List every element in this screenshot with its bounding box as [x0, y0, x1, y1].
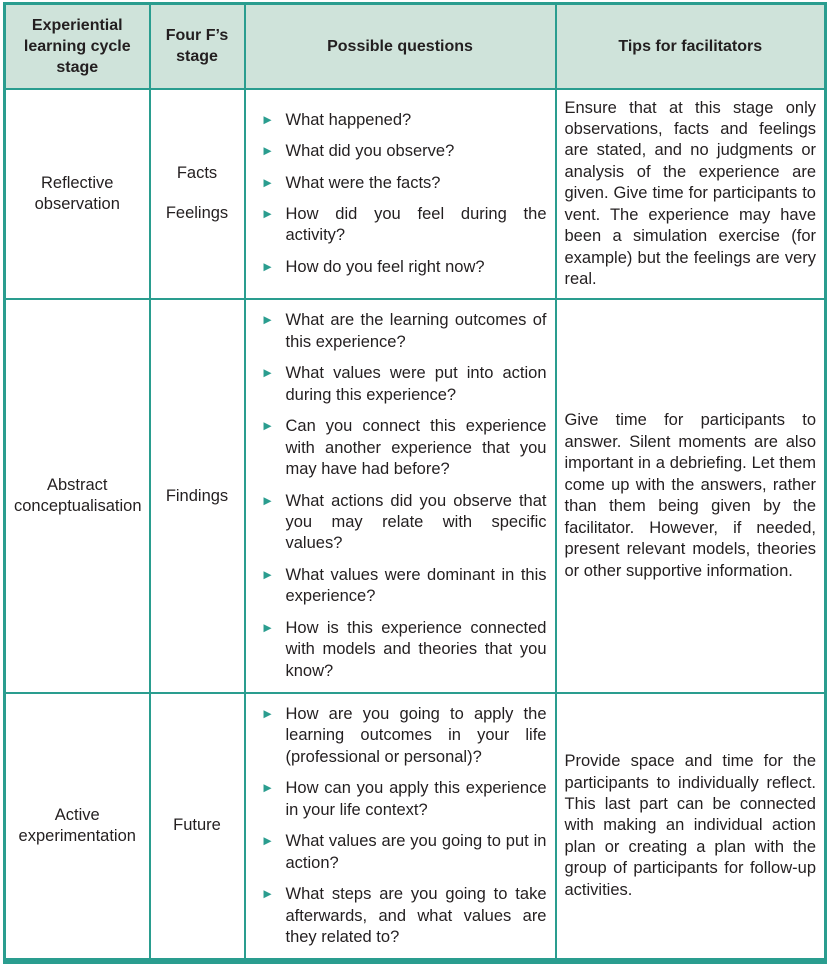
triangle-bullet-icon: ▶: [263, 494, 272, 507]
table-row-abstract-conceptualisation: [5, 299, 826, 693]
four-f-label: Findings: [165, 486, 229, 505]
triangle-bullet-icon: ▶: [263, 888, 272, 901]
question-text: What values were dominant in this experience?: [285, 565, 547, 606]
column-header-four-fs-stage: Four F’s stage: [150, 4, 245, 89]
four-f-cell: [150, 693, 245, 961]
tips-cell: Provide space and time for the participants to individually reflect. This last part can be connected with making an individual action plan or creating a plan with the group of participants for follow-up activities.: [556, 693, 826, 961]
question-text: What were the facts?: [285, 173, 441, 192]
tips-cell: Give time for participants to answer. Silent moments are also important in a debriefing. Let them come up with the answers, rather than them being given by the facilitator. However, if needed, present relevant models, theories or other supportive information.: [556, 299, 826, 693]
question-text: What values are you going to put in action?: [285, 832, 547, 872]
question-item: [264, 618, 547, 682]
four-f-cell: [150, 299, 245, 693]
questions-list: [264, 310, 547, 682]
question-text: What are the learning outcomes of this experience?: [285, 311, 547, 351]
question-text: How can you apply this experience in your life context?: [285, 779, 547, 819]
question-text: What happened?: [285, 110, 412, 129]
four-f-cell: [150, 89, 245, 300]
question-text: What actions did you observe that you may relate with specific values?: [285, 491, 547, 553]
question-item: [264, 110, 547, 131]
questions-list: [264, 110, 547, 279]
question-item: [264, 310, 547, 353]
question-item: [264, 363, 547, 406]
question-text: How do you feel right now?: [285, 257, 485, 276]
four-f-label: Future: [173, 816, 221, 835]
question-item: [264, 778, 547, 821]
questions-cell: [245, 89, 556, 300]
triangle-bullet-icon: ▶: [263, 420, 272, 433]
question-item: [264, 204, 547, 247]
tips-cell: Ensure that at this stage only observations, facts and feelings are stated, and no judgments or analysis of the experience are given. Give time for participants to vent. The experience may have been a simulation exercise (for example) but the feelings are very real.: [556, 89, 826, 300]
triangle-bullet-icon: ▶: [263, 782, 272, 795]
question-item: [264, 831, 547, 874]
table-row-active-experimentation: [5, 693, 826, 961]
question-item: [264, 565, 547, 608]
four-f-label: Feelings: [165, 204, 229, 223]
question-text: How is this experience connected with models and theories that you know?: [285, 618, 547, 680]
column-header-experiential-stage: Experiential learning cycle stage: [5, 4, 150, 89]
question-text: Can you connect this experience with another experience that you may have had before?: [285, 417, 547, 479]
triangle-bullet-icon: ▶: [263, 367, 272, 380]
question-item: [264, 141, 547, 162]
triangle-bullet-icon: ▶: [263, 708, 272, 720]
debriefing-table-page: [0, 2, 827, 946]
column-header-tips-for-facilitators: Tips for facilitators: [556, 4, 826, 89]
triangle-bullet-icon: ▶: [263, 621, 272, 634]
triangle-bullet-icon: ▶: [263, 113, 272, 126]
question-item: [264, 173, 547, 194]
four-f-label: Facts: [176, 164, 218, 183]
question-item: [264, 884, 547, 948]
question-text: What steps are you going to take afterwards, and what values are they related to?: [285, 885, 547, 946]
stage-cell: Reflective observation: [5, 89, 150, 300]
column-header-possible-questions: Possible questions: [245, 4, 556, 89]
debriefing-table: [3, 2, 827, 964]
header-row: [5, 4, 826, 89]
questions-cell: [245, 299, 556, 693]
question-item: [264, 257, 547, 278]
question-text: How did you feel during the activity?: [285, 204, 547, 245]
stage-cell: Abstract conceptualisation: [5, 299, 150, 693]
triangle-bullet-icon: ▶: [263, 568, 272, 581]
triangle-bullet-icon: ▶: [263, 176, 272, 189]
triangle-bullet-icon: ▶: [263, 260, 272, 273]
question-text: What did you observe?: [285, 142, 455, 161]
question-item: [264, 491, 547, 555]
questions-list: [264, 704, 547, 948]
stage-cell: Active experimentation: [5, 693, 150, 961]
question-item: [264, 704, 547, 768]
question-text: How are you going to apply the learning outcomes in your life (professional or personal)?: [285, 705, 547, 766]
question-text: What values were put into action during this experience?: [285, 364, 547, 404]
question-item: [264, 416, 547, 480]
triangle-bullet-icon: ▶: [263, 145, 272, 158]
triangle-bullet-icon: ▶: [263, 835, 272, 848]
questions-cell: [245, 693, 556, 961]
table-row-reflective-observation: [5, 89, 826, 300]
triangle-bullet-icon: ▶: [263, 207, 272, 220]
triangle-bullet-icon: ▶: [263, 314, 272, 327]
